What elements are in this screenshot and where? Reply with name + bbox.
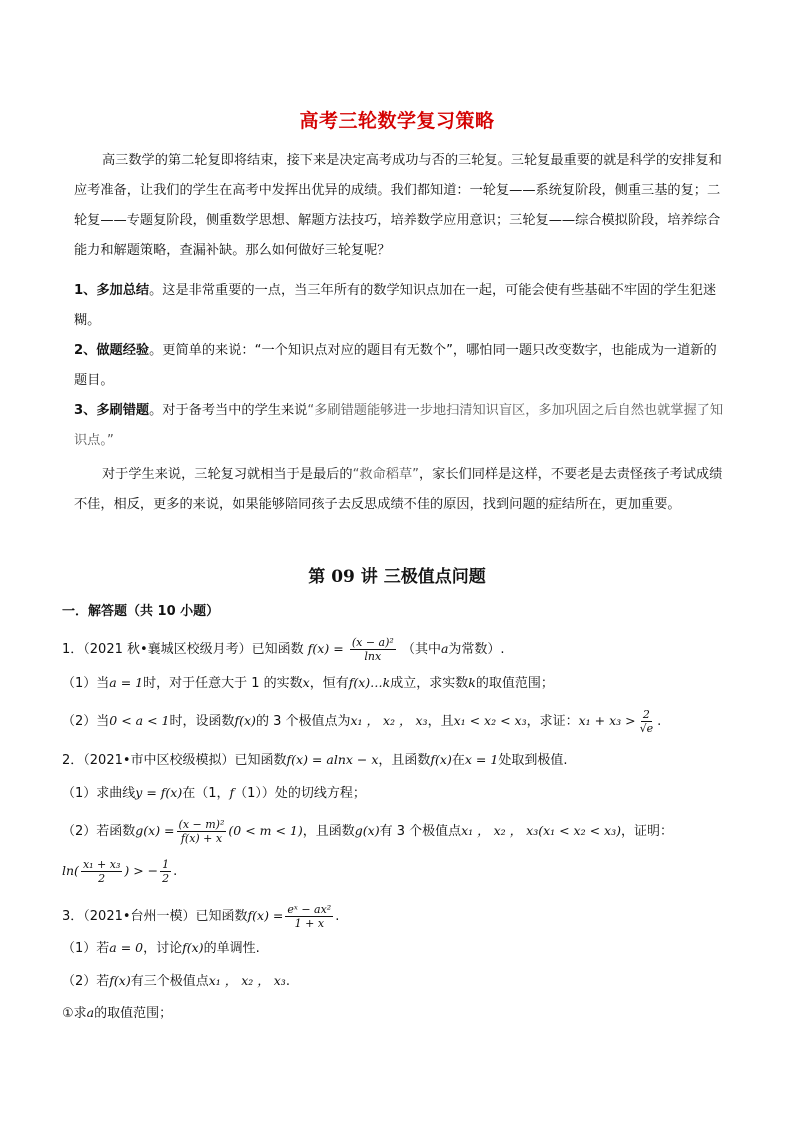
math: g(x) = bbox=[135, 823, 175, 838]
math: (0 < m < 1) bbox=[228, 823, 303, 838]
point-2-head: 2、做题经验 bbox=[74, 343, 150, 358]
text: ，讨论 bbox=[143, 941, 183, 956]
math: x₁ ， x₂ ， x₃(x₁ < x₂ < x₃) bbox=[461, 823, 621, 838]
math: k bbox=[468, 675, 476, 690]
math: f bbox=[229, 785, 235, 800]
math: ln( bbox=[62, 863, 79, 878]
point-2 bbox=[74, 336, 724, 396]
point-2-text: 。更简单的来说：“一个知识点对应的题目有无数个”，哪怕同一题只改变数字，也能成为一道新的题目。 bbox=[74, 343, 717, 388]
text: ，且函数 bbox=[302, 824, 355, 839]
text: 时，设函数 bbox=[169, 714, 235, 729]
math: y = f(x) bbox=[135, 785, 183, 800]
math: a = 1 bbox=[109, 675, 144, 690]
math: f(x)…k bbox=[348, 675, 391, 690]
intro-paragraph: 高三数学的第二轮复即将结束，接下来是决定高考成功与否的三轮复。三轮复最重要的就是科学的安排复和应考准备，让我们的学生在高考中发挥出优异的成绩。我们都知道：一轮复——系统复阶段，侧重三基的复；二轮复——专题复阶段，侧重数学思想、解题方法技巧，培养数学应用意识；三轮复——综合模拟阶段，培养综合能力和解题策略，查漏补缺。那么如何做好三轮复呢？ bbox=[74, 153, 722, 258]
math: g(x) bbox=[354, 823, 380, 838]
text: 的取值范围； bbox=[475, 676, 554, 691]
text: ，且 bbox=[427, 714, 454, 729]
math: x₁ ， x₂ ， x₃ bbox=[208, 973, 286, 988]
fraction-numerator: (x − a)² bbox=[351, 636, 394, 649]
conclusion-a: 对于学生来说，三轮复习就相当于是最后的 bbox=[102, 467, 353, 482]
text: （2）当 bbox=[62, 714, 110, 729]
point-3-head: 3、多刷错题 bbox=[74, 403, 150, 418]
problem-2-part-2 bbox=[62, 818, 673, 845]
text: 的 3 个极值点为 bbox=[255, 714, 351, 729]
text: 的单调性. bbox=[203, 941, 260, 956]
text: ，恒有 bbox=[309, 676, 349, 691]
problem-3-part-1 bbox=[62, 938, 260, 959]
text: ①求 bbox=[62, 1006, 87, 1021]
problem-3-part-2-1 bbox=[62, 1003, 172, 1024]
point-3-quote: “多刷错题能够进一步地扫清知识盲区，多加巩固之后自然也就掌握了知识点。” bbox=[74, 403, 724, 448]
fraction bbox=[177, 818, 227, 845]
problem-1-function: f(x) = bbox=[307, 641, 344, 656]
point-1-text: 。这是非常重要的一点，当三年所有的数学知识点加在一起，可能会使有些基础不牢固的学生犯迷糊。 bbox=[74, 283, 717, 328]
math: a = 0 bbox=[109, 940, 144, 955]
math: f(x) bbox=[234, 713, 256, 728]
fraction-denominator: f(x) + x bbox=[180, 832, 223, 845]
fraction bbox=[81, 858, 122, 885]
text: ，证明： bbox=[620, 824, 673, 839]
math: x = 1 bbox=[464, 752, 499, 767]
text: . bbox=[285, 974, 290, 989]
point-1 bbox=[74, 276, 724, 336]
math: f(x) = alnx − x bbox=[286, 752, 379, 767]
fraction-numerator: x₁ + x₃ bbox=[82, 858, 121, 871]
problem-1-note-end: 为常数）. bbox=[448, 642, 505, 657]
fraction-denominator: 2 bbox=[98, 872, 106, 885]
math: x₁ ， x₂ ， x₃ bbox=[350, 713, 428, 728]
problem-1-part-1 bbox=[62, 673, 554, 694]
text: （2）若 bbox=[62, 974, 110, 989]
text: 成立，求实数 bbox=[390, 676, 469, 691]
math: x₁ + x₃ > bbox=[578, 713, 636, 728]
point-3-text: 。对于备考当中的学生来说 bbox=[149, 403, 308, 418]
point-3 bbox=[74, 396, 724, 456]
text: 有 3 个极值点 bbox=[379, 824, 462, 839]
section-title: 一．解答题（共 10 小题） bbox=[62, 604, 220, 619]
fraction-denominator: 2 bbox=[162, 872, 170, 885]
fraction-denominator: lnx bbox=[364, 650, 382, 663]
fraction-numerator: 2 bbox=[642, 708, 650, 721]
fraction bbox=[285, 903, 333, 930]
math: x bbox=[302, 675, 310, 690]
math: f(x) = bbox=[247, 908, 284, 923]
problem-2-stem bbox=[62, 750, 567, 771]
fraction bbox=[160, 858, 171, 885]
conclusion-paragraph bbox=[74, 460, 724, 520]
fraction-numerator: (x − m)² bbox=[178, 818, 225, 831]
problem-1-note: （其中 bbox=[401, 642, 441, 657]
fraction-denominator: √e bbox=[639, 722, 654, 735]
problem-3-part-2 bbox=[62, 971, 290, 992]
text: （2）若函数 bbox=[62, 824, 136, 839]
math: x₁ < x₂ < x₃ bbox=[453, 713, 527, 728]
problem-1-fraction bbox=[350, 636, 396, 663]
text: （1）若 bbox=[62, 941, 110, 956]
lecture-title: 第 09 讲 三极值点问题 bbox=[308, 567, 486, 587]
text: ，求证： bbox=[526, 714, 579, 729]
text: 在（1， bbox=[182, 786, 230, 801]
text: . bbox=[173, 864, 178, 879]
math: a bbox=[86, 1005, 95, 1020]
conclusion-quote: “救命稻草” bbox=[352, 467, 419, 482]
text: . bbox=[657, 714, 662, 729]
conclusion-b: ，家长们同样是这样，不要老是去责怪孩子考试成绩不佳，相反，更多的来说，如果能够陪同孩子去反思成绩不佳的原因，找到问题的症结所在，更加重要。 bbox=[74, 467, 723, 512]
fraction-denominator: 1 + x bbox=[294, 917, 325, 930]
math-var: a bbox=[440, 641, 449, 656]
problem-1-part-2 bbox=[62, 708, 661, 735]
problem-2-part-1 bbox=[62, 783, 366, 804]
math: 0 < a < 1 bbox=[109, 713, 170, 728]
math: f(x) bbox=[182, 940, 204, 955]
fraction-numerator: eˣ − ax² bbox=[287, 903, 332, 916]
problem-3-source: 3．（2021•台州一模）已知函数 bbox=[62, 909, 248, 924]
fraction bbox=[638, 708, 656, 735]
text: 处取到极值. bbox=[498, 753, 568, 768]
page-title: 高考三轮数学复习策略 bbox=[299, 110, 495, 132]
text: ，且函数 bbox=[378, 753, 431, 768]
problem-3-stem bbox=[62, 903, 339, 930]
math: ) > − bbox=[124, 863, 159, 878]
text: 的取值范围； bbox=[94, 1006, 173, 1021]
text: 时，对于任意大于 1 的实数 bbox=[143, 676, 303, 691]
text: 在 bbox=[451, 753, 465, 768]
problem-1-stem bbox=[62, 636, 505, 663]
problem-2-part-2-cont bbox=[62, 858, 177, 885]
point-1-head: 1、多加总结 bbox=[74, 283, 150, 298]
fraction-numerator: 1 bbox=[162, 858, 170, 871]
text: （1）当 bbox=[62, 676, 110, 691]
math: f(x) bbox=[109, 973, 131, 988]
text: . bbox=[335, 909, 340, 924]
text: 有三个极值点 bbox=[130, 974, 209, 989]
problem-1-source: 1．（2021 秋•襄城区校级月考）已知函数 bbox=[62, 642, 304, 657]
text: （1）求曲线 bbox=[62, 786, 136, 801]
problem-2-source: 2．（2021•市中区校级模拟）已知函数 bbox=[62, 753, 287, 768]
text: （1））处的切线方程； bbox=[234, 786, 366, 801]
math: f(x) bbox=[430, 752, 452, 767]
